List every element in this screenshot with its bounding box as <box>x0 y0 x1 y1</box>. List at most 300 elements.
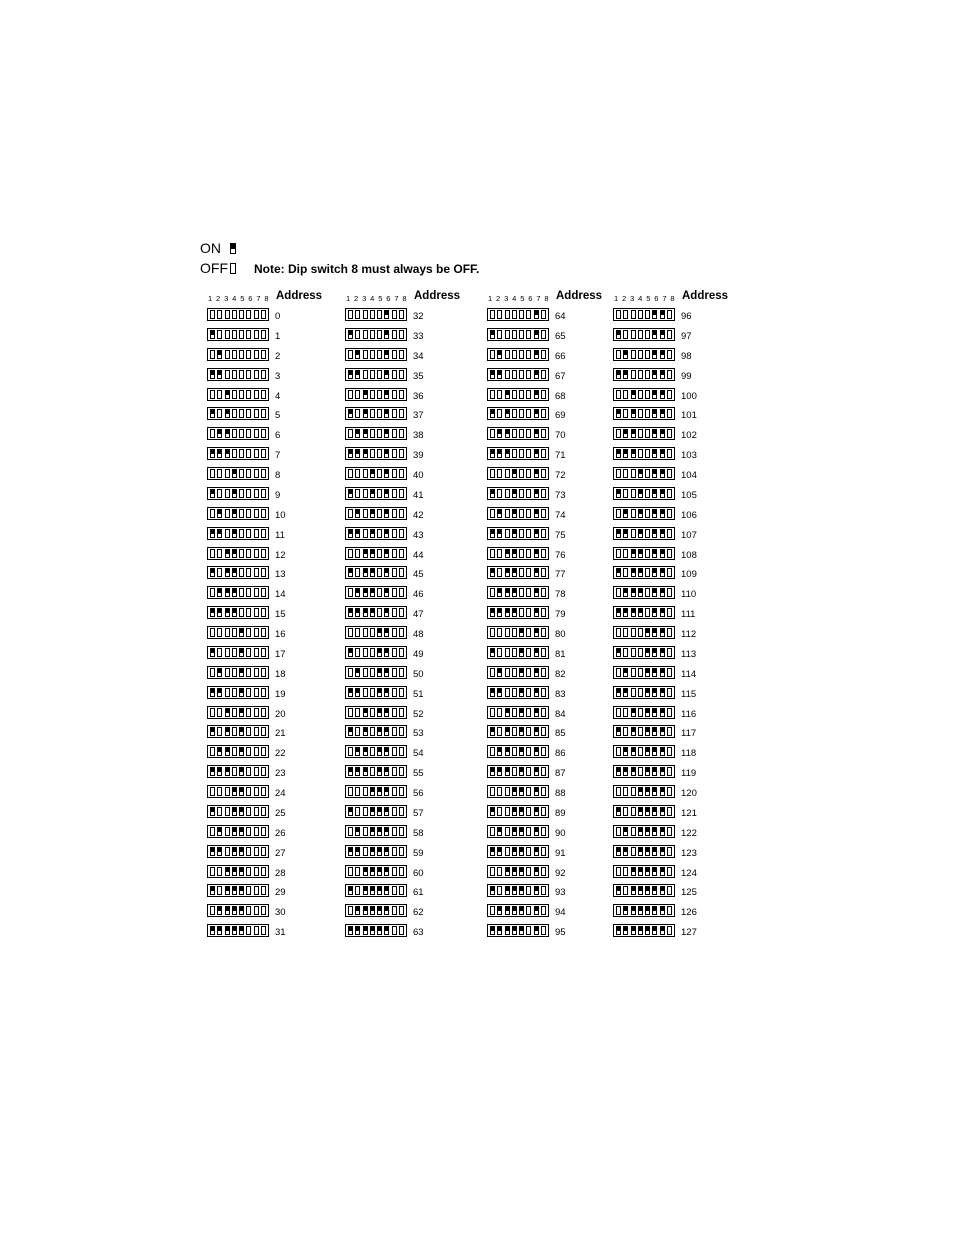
switch-off-icon <box>526 370 531 379</box>
address-value: 53 <box>413 728 424 740</box>
switch-on-icon <box>534 747 539 756</box>
switch-on-icon <box>232 469 237 478</box>
switch-off-icon <box>667 568 672 577</box>
switch-off-icon <box>261 708 266 717</box>
switch-on-icon <box>505 867 510 876</box>
switch-on-icon <box>370 827 375 836</box>
switch-on-icon <box>377 688 382 697</box>
switch-off-icon <box>392 688 397 697</box>
switch-off-icon <box>370 648 375 657</box>
address-value: 98 <box>681 350 692 362</box>
switch-on-icon <box>497 847 502 856</box>
switch-off-icon <box>261 429 266 438</box>
switch-on-icon <box>225 568 230 577</box>
switch-off-icon <box>261 370 266 379</box>
switch-on-icon <box>616 608 621 617</box>
switch-off-icon <box>363 847 368 856</box>
switch-on-icon <box>384 568 389 577</box>
switch-on-icon <box>638 608 643 617</box>
switch-on-icon <box>217 350 222 359</box>
dip-switch-block <box>345 348 407 361</box>
switch-off-icon <box>392 608 397 617</box>
switch-off-icon <box>392 886 397 895</box>
switch-off-icon <box>616 549 621 558</box>
switch-off-icon <box>512 429 517 438</box>
address-header: Address <box>682 290 729 302</box>
switch-on-icon <box>497 509 502 518</box>
switch-off-icon <box>667 648 672 657</box>
address-value: 86 <box>555 748 566 760</box>
switch-off-icon <box>505 509 510 518</box>
switch-off-icon <box>370 330 375 339</box>
switch-off-icon <box>377 310 382 319</box>
dip-switch-block <box>207 487 269 500</box>
address-header: Address <box>276 290 323 302</box>
switch-off-icon <box>505 350 510 359</box>
switch-off-icon <box>225 668 230 677</box>
switch-off-icon <box>526 847 531 856</box>
switch-off-icon <box>254 708 259 717</box>
switch-off-icon <box>519 608 524 617</box>
switch-off-icon <box>232 668 237 677</box>
switch-off-icon <box>246 807 251 816</box>
switch-on-icon <box>519 628 524 637</box>
switch-off-icon <box>631 847 636 856</box>
switch-on-icon <box>377 767 382 776</box>
switch-off-icon <box>399 608 404 617</box>
switch-on-icon <box>534 509 539 518</box>
address-value: 36 <box>413 390 424 402</box>
switch-on-icon <box>232 529 237 538</box>
switch-on-icon <box>652 668 657 677</box>
switch-on-icon <box>660 330 665 339</box>
dip-switch-block <box>345 328 407 341</box>
switch-off-icon <box>392 509 397 518</box>
switch-off-icon <box>225 529 230 538</box>
switch-on-icon <box>623 906 628 915</box>
dip-switch-block <box>487 586 549 599</box>
switch-on-icon <box>377 708 382 717</box>
switch-off-icon <box>490 509 495 518</box>
switch-on-icon <box>512 489 517 498</box>
switch-off-icon <box>392 867 397 876</box>
switch-off-icon <box>348 390 353 399</box>
switch-off-icon <box>526 648 531 657</box>
switch-on-icon <box>512 549 517 558</box>
switch-off-icon <box>505 648 510 657</box>
switch-on-icon <box>239 668 244 677</box>
dip-switch-block <box>345 427 407 440</box>
dip-switch-block <box>613 706 675 719</box>
switch-off-icon <box>638 747 643 756</box>
switch-on-icon <box>370 926 375 935</box>
address-value: 42 <box>413 509 424 521</box>
switch-on-icon <box>490 926 495 935</box>
switch-off-icon <box>616 390 621 399</box>
address-value: 15 <box>275 609 286 621</box>
switch-off-icon <box>261 847 266 856</box>
switch-on-icon <box>519 867 524 876</box>
address-value: 101 <box>681 410 697 422</box>
switch-off-icon <box>399 310 404 319</box>
switch-off-icon <box>490 390 495 399</box>
switch-off-icon <box>232 747 237 756</box>
address-value: 41 <box>413 489 424 501</box>
switch-on-icon <box>363 867 368 876</box>
switch-on-icon <box>638 469 643 478</box>
switch-off-icon <box>210 429 215 438</box>
switch-on-icon <box>239 827 244 836</box>
switch-off-icon <box>217 310 222 319</box>
switch-off-icon <box>638 708 643 717</box>
switch-on-icon <box>490 529 495 538</box>
switch-off-icon <box>348 747 353 756</box>
switch-on-icon <box>645 886 650 895</box>
switch-on-icon <box>519 668 524 677</box>
switch-off-icon <box>631 509 636 518</box>
switch-off-icon <box>370 708 375 717</box>
switch-off-icon <box>370 668 375 677</box>
switch-on-icon <box>660 628 665 637</box>
dip-switch-block <box>613 745 675 758</box>
switch-on-icon <box>534 827 539 836</box>
switch-on-icon <box>490 489 495 498</box>
switch-on-icon <box>638 549 643 558</box>
switch-on-icon <box>652 489 657 498</box>
switch-off-icon <box>232 409 237 418</box>
dip-switch-block <box>207 547 269 560</box>
switch-off-icon <box>392 568 397 577</box>
switch-on-icon <box>660 568 665 577</box>
switch-off-icon <box>355 310 360 319</box>
switch-on-icon <box>631 588 636 597</box>
switch-off-icon <box>519 489 524 498</box>
switch-on-icon <box>217 688 222 697</box>
address-value: 124 <box>681 867 697 879</box>
switch-on-icon <box>519 847 524 856</box>
switch-on-icon <box>660 390 665 399</box>
switch-off-icon <box>526 310 531 319</box>
switch-off-icon <box>541 608 546 617</box>
switch-off-icon <box>392 390 397 399</box>
address-value: 5 <box>275 410 281 422</box>
switch-on-icon <box>239 787 244 796</box>
switch-on-icon <box>512 509 517 518</box>
switch-on-icon <box>370 568 375 577</box>
switch-off-icon <box>490 747 495 756</box>
note-text: Note: Dip switch 8 must always be OFF. <box>254 262 480 276</box>
switch-off-icon <box>623 489 628 498</box>
dip-switch-block <box>613 686 675 699</box>
switch-off-icon <box>645 588 650 597</box>
dip-switch-block <box>613 427 675 440</box>
switch-off-icon <box>399 588 404 597</box>
address-value: 113 <box>681 648 697 660</box>
dip-switch-block <box>207 686 269 699</box>
switch-on-icon <box>652 847 657 856</box>
dip-switch-block <box>345 805 407 818</box>
dip-switch-block <box>487 547 549 560</box>
switch-off-icon <box>254 727 259 736</box>
switch-off-icon <box>490 668 495 677</box>
switch-on-icon <box>512 886 517 895</box>
switch-on-icon <box>623 350 628 359</box>
switch-off-icon <box>512 390 517 399</box>
switch-on-icon <box>660 787 665 796</box>
switch-on-icon <box>490 847 495 856</box>
switch-off-icon <box>261 727 266 736</box>
switch-on-icon <box>512 827 517 836</box>
dip-switch-block <box>207 467 269 480</box>
switch-on-icon <box>616 489 621 498</box>
switch-off-icon <box>645 350 650 359</box>
switch-off-icon <box>667 529 672 538</box>
switch-off-icon <box>399 549 404 558</box>
address-value: 46 <box>413 589 424 601</box>
switch-on-icon <box>623 747 628 756</box>
switch-off-icon <box>667 489 672 498</box>
switch-on-icon <box>652 807 657 816</box>
switch-on-icon <box>239 807 244 816</box>
switch-off-icon <box>254 608 259 617</box>
dip-switch-block <box>345 785 407 798</box>
switch-off-icon <box>667 906 672 915</box>
switch-on-icon <box>631 906 636 915</box>
switch-on-icon <box>652 370 657 379</box>
switch-on-icon <box>660 350 665 359</box>
switch-on-icon <box>512 867 517 876</box>
switch-off-icon <box>541 847 546 856</box>
switch-off-icon <box>638 310 643 319</box>
dip-switch-block <box>207 407 269 420</box>
switch-off-icon <box>246 906 251 915</box>
switch-off-icon <box>239 549 244 558</box>
switch-off-icon <box>254 469 259 478</box>
switch-off-icon <box>490 787 495 796</box>
switch-on-icon <box>652 310 657 319</box>
switch-off-icon <box>392 648 397 657</box>
switch-on-icon <box>534 727 539 736</box>
switch-on-icon <box>355 429 360 438</box>
switch-off-icon <box>225 330 230 339</box>
switch-on-icon <box>377 827 382 836</box>
switch-off-icon <box>370 628 375 637</box>
switch-on-icon <box>505 449 510 458</box>
switch-off-icon <box>623 867 628 876</box>
switch-on-icon <box>225 906 230 915</box>
switch-on-icon <box>660 688 665 697</box>
switch-on-icon <box>384 409 389 418</box>
switch-off-icon <box>526 449 531 458</box>
switch-off-icon <box>261 608 266 617</box>
switch-on-icon <box>652 350 657 359</box>
switch-off-icon <box>541 489 546 498</box>
switch-off-icon <box>392 529 397 538</box>
dip-switch-block <box>207 328 269 341</box>
switch-off-icon <box>497 807 502 816</box>
switch-on-icon <box>355 350 360 359</box>
address-value: 110 <box>681 589 697 601</box>
address-value: 8 <box>275 470 281 481</box>
switch-on-icon <box>616 886 621 895</box>
switch-off-icon <box>497 330 502 339</box>
switch-off-icon <box>631 648 636 657</box>
switch-off-icon <box>348 827 353 836</box>
switch-off-icon <box>377 608 382 617</box>
dip-switch-block <box>345 606 407 619</box>
switch-on-icon <box>384 549 389 558</box>
switch-off-icon <box>230 263 236 274</box>
switch-on-icon <box>363 926 368 935</box>
switch-off-icon <box>217 886 222 895</box>
switch-off-icon <box>512 767 517 776</box>
switch-on-icon <box>490 688 495 697</box>
switch-off-icon <box>392 926 397 935</box>
switch-on-icon <box>623 608 628 617</box>
switch-on-icon <box>519 787 524 796</box>
switch-off-icon <box>261 310 266 319</box>
switch-on-icon <box>505 906 510 915</box>
switch-off-icon <box>377 350 382 359</box>
switch-off-icon <box>246 648 251 657</box>
switch-off-icon <box>526 727 531 736</box>
switch-on-icon <box>490 409 495 418</box>
switch-off-icon <box>392 350 397 359</box>
switch-off-icon <box>392 429 397 438</box>
switch-off-icon <box>541 648 546 657</box>
switch-off-icon <box>217 787 222 796</box>
switch-off-icon <box>667 449 672 458</box>
switch-on-icon <box>519 708 524 717</box>
switch-off-icon <box>261 568 266 577</box>
switch-off-icon <box>246 449 251 458</box>
address-value: 126 <box>681 907 697 919</box>
switch-on-icon <box>497 350 502 359</box>
switch-on-icon <box>239 688 244 697</box>
switch-off-icon <box>631 469 636 478</box>
switch-off-icon <box>363 489 368 498</box>
switch-off-icon <box>512 688 517 697</box>
switch-off-icon <box>239 390 244 399</box>
switch-on-icon <box>660 847 665 856</box>
switch-off-icon <box>667 926 672 935</box>
switch-number-labels: 1 2 3 4 5 6 7 8 <box>488 294 550 303</box>
switch-off-icon <box>541 926 546 935</box>
address-value: 56 <box>413 788 424 799</box>
dip-switch-block <box>345 626 407 639</box>
switch-off-icon <box>210 469 215 478</box>
switch-off-icon <box>392 787 397 796</box>
switch-on-icon <box>370 867 375 876</box>
switch-off-icon <box>541 628 546 637</box>
switch-off-icon <box>526 747 531 756</box>
switch-on-icon <box>505 588 510 597</box>
switch-off-icon <box>392 489 397 498</box>
switch-off-icon <box>232 628 237 637</box>
switch-off-icon <box>541 390 546 399</box>
address-value: 97 <box>681 330 692 342</box>
address-value: 29 <box>275 887 286 899</box>
switch-off-icon <box>616 310 621 319</box>
switch-off-icon <box>239 330 244 339</box>
address-value: 93 <box>555 887 566 899</box>
switch-off-icon <box>210 708 215 717</box>
address-header: Address <box>556 290 603 302</box>
address-value: 25 <box>275 807 286 819</box>
legend-on-label: ON <box>200 240 221 256</box>
switch-on-icon <box>232 926 237 935</box>
switch-off-icon <box>399 648 404 657</box>
switch-off-icon <box>631 310 636 319</box>
switch-on-icon <box>616 688 621 697</box>
switch-off-icon <box>370 449 375 458</box>
address-value: 22 <box>275 748 286 760</box>
dip-switch-block <box>613 785 675 798</box>
switch-off-icon <box>541 727 546 736</box>
switch-off-icon <box>377 509 382 518</box>
switch-on-icon <box>638 886 643 895</box>
switch-on-icon <box>534 847 539 856</box>
switch-off-icon <box>239 370 244 379</box>
switch-number-labels: 1 2 3 4 5 6 7 8 <box>614 294 676 303</box>
switch-on-icon <box>638 926 643 935</box>
switch-off-icon <box>399 469 404 478</box>
switch-off-icon <box>348 509 353 518</box>
switch-off-icon <box>254 926 259 935</box>
switch-on-icon <box>519 727 524 736</box>
switch-off-icon <box>667 787 672 796</box>
switch-off-icon <box>667 747 672 756</box>
switch-off-icon <box>638 330 643 339</box>
switch-off-icon <box>541 449 546 458</box>
switch-off-icon <box>377 449 382 458</box>
address-value: 81 <box>555 648 566 660</box>
switch-on-icon <box>377 867 382 876</box>
switch-off-icon <box>526 926 531 935</box>
switch-off-icon <box>370 409 375 418</box>
switch-on-icon <box>370 847 375 856</box>
switch-off-icon <box>254 449 259 458</box>
switch-on-icon <box>652 787 657 796</box>
switch-off-icon <box>225 310 230 319</box>
switch-on-icon <box>348 529 353 538</box>
switch-on-icon <box>348 370 353 379</box>
switch-off-icon <box>645 330 650 339</box>
switch-off-icon <box>519 449 524 458</box>
switch-off-icon <box>667 807 672 816</box>
switch-off-icon <box>512 310 517 319</box>
switch-off-icon <box>254 668 259 677</box>
address-value: 55 <box>413 768 424 780</box>
switch-on-icon <box>660 409 665 418</box>
switch-on-icon <box>239 648 244 657</box>
switch-off-icon <box>623 390 628 399</box>
switch-on-icon <box>534 926 539 935</box>
switch-on-icon <box>370 608 375 617</box>
address-value: 45 <box>413 569 424 581</box>
switch-off-icon <box>667 847 672 856</box>
dip-switch-block <box>613 725 675 738</box>
switch-off-icon <box>254 787 259 796</box>
switch-off-icon <box>363 350 368 359</box>
switch-on-icon <box>232 827 237 836</box>
switch-on-icon <box>232 568 237 577</box>
switch-on-icon <box>512 608 517 617</box>
switch-on-icon <box>497 747 502 756</box>
switch-off-icon <box>616 668 621 677</box>
switch-off-icon <box>261 668 266 677</box>
address-value: 4 <box>275 390 281 402</box>
